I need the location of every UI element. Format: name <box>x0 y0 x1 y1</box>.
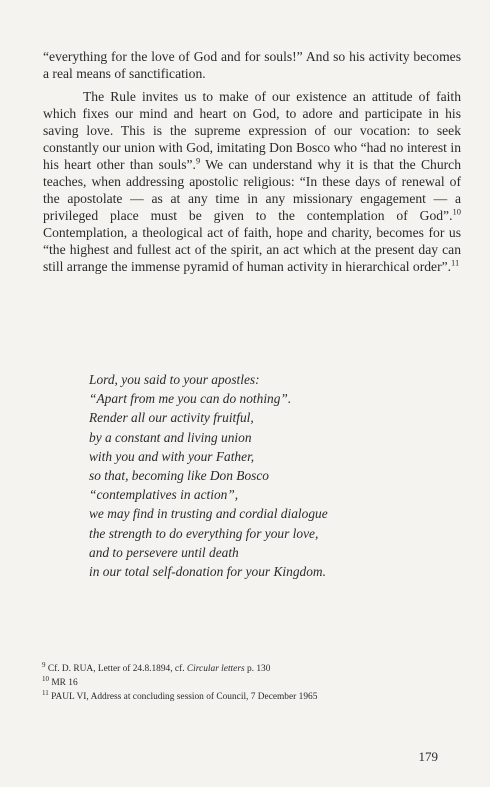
paragraph-1-text: “everything for the love of God and for souls!” And so his activity becomes a real means of sanctification. <box>43 49 461 81</box>
paragraph-2-part-b: We can understand why it is that the Church teaches, when addressing apostolic religious: “In these days of renewal of the apostolate — as at any time in any missionary engagement — a privileged place must be given to the contemplation of God”. <box>43 157 462 223</box>
footnotes <box>42 662 462 704</box>
prayer-line: “contemplatives in action”, <box>89 487 239 503</box>
footnote-number: 11 <box>42 688 49 697</box>
prayer-line: with you and with your Father, <box>89 448 255 464</box>
prayer-line: and to persevere until death <box>89 544 239 560</box>
prayer-line: Lord, you said to your apostles: <box>89 372 260 387</box>
prayer-line: the strength to do everything for your love, <box>89 525 319 541</box>
page-number: 179 <box>418 749 438 764</box>
footnote-text-end: p. 130 <box>244 664 271 674</box>
paragraph-2-part-a: The Rule invites us to make of our existence an attitude of faith which fixes our mind and heart on God, to adore and participate in his saving love. This is the supreme expression of our vocation: to seek constantly our union with God, imitating Don Bosco who “had no interest in his heart other than souls”. <box>43 89 461 172</box>
footnote-10 <box>42 676 462 690</box>
prayer-line: Render all our activity fruitful, <box>89 410 254 426</box>
footnote-ref-11: 11 <box>451 257 460 268</box>
prayer-block <box>89 370 469 581</box>
footnote-italic-title: Circular letters <box>186 664 245 674</box>
footnote-text: MR 16 <box>51 678 78 688</box>
footnote-ref-10: 10 <box>452 206 461 217</box>
prayer-line: “Apart from me you can do nothing”. <box>89 391 292 407</box>
paragraph-2-part-c: Contemplation, a theological act of faith, hope and charity, becomes for us “the highest and fullest act of the spirit, an act which at the present day can still arrange the immense pyramid of human activity in hierarchical order”. <box>43 225 461 274</box>
footnote-9 <box>42 662 462 676</box>
footnote-number: 9 <box>42 660 46 669</box>
footnote-text: PAUL VI, Address at concluding session of Council, 7 December 1965 <box>51 692 318 702</box>
prayer-line: we may find in trusting and cordial dialogue <box>89 506 328 522</box>
footnote-text: Cf. D. RUA, Letter of 24.8.1894, cf. <box>47 664 187 674</box>
prayer-line: by a constant and living union <box>89 429 252 445</box>
prayer-line: so that, becoming like Don Bosco <box>89 468 269 484</box>
paragraph-2 <box>43 88 461 275</box>
footnote-number: 10 <box>42 674 49 683</box>
prayer-line: in our total self-donation for your Kingdom. <box>89 564 326 580</box>
footnote-11 <box>42 690 462 704</box>
footnote-ref-9: 9 <box>195 155 201 166</box>
paragraph-1 <box>43 48 461 82</box>
